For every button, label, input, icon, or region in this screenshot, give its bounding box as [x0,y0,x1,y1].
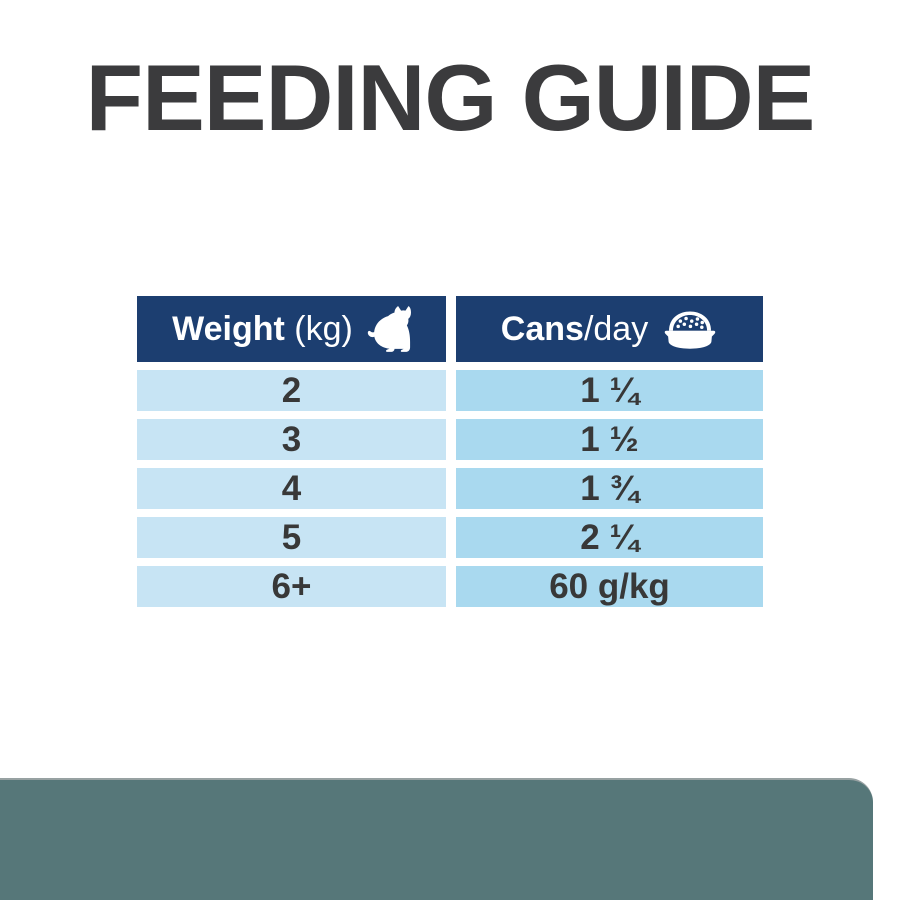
cans-header-unit-label: /day [583,309,649,348]
cans-header-label: Cans [500,309,584,348]
cans-value-row-3: 1 ¾ [456,468,763,509]
weight-header-cell [137,296,446,362]
weight-value-row-3: 4 [137,468,446,509]
cans-value-row-2: 1 ½ [456,419,763,460]
weight-header-label: Weight [172,309,285,348]
cans-value-row-4: 2 ¼ [456,517,763,558]
footer-teal-band [0,778,873,900]
weight-header-unit-label: (kg) [284,309,353,348]
food-bowl-icon [662,308,718,350]
cans-header-cell [456,296,763,362]
weight-value-row-5: 6+ [137,566,446,607]
cat-icon [367,304,411,354]
weight-value-row-2: 3 [137,419,446,460]
page-title: FEEDING GUIDE [85,45,815,150]
cans-value-row-1: 1 ¼ [456,370,763,411]
weight-value-row-1: 2 [137,370,446,411]
cans-value-row-5: 60 g/kg [456,566,763,607]
feeding-table [137,296,763,607]
weight-value-row-4: 5 [137,517,446,558]
